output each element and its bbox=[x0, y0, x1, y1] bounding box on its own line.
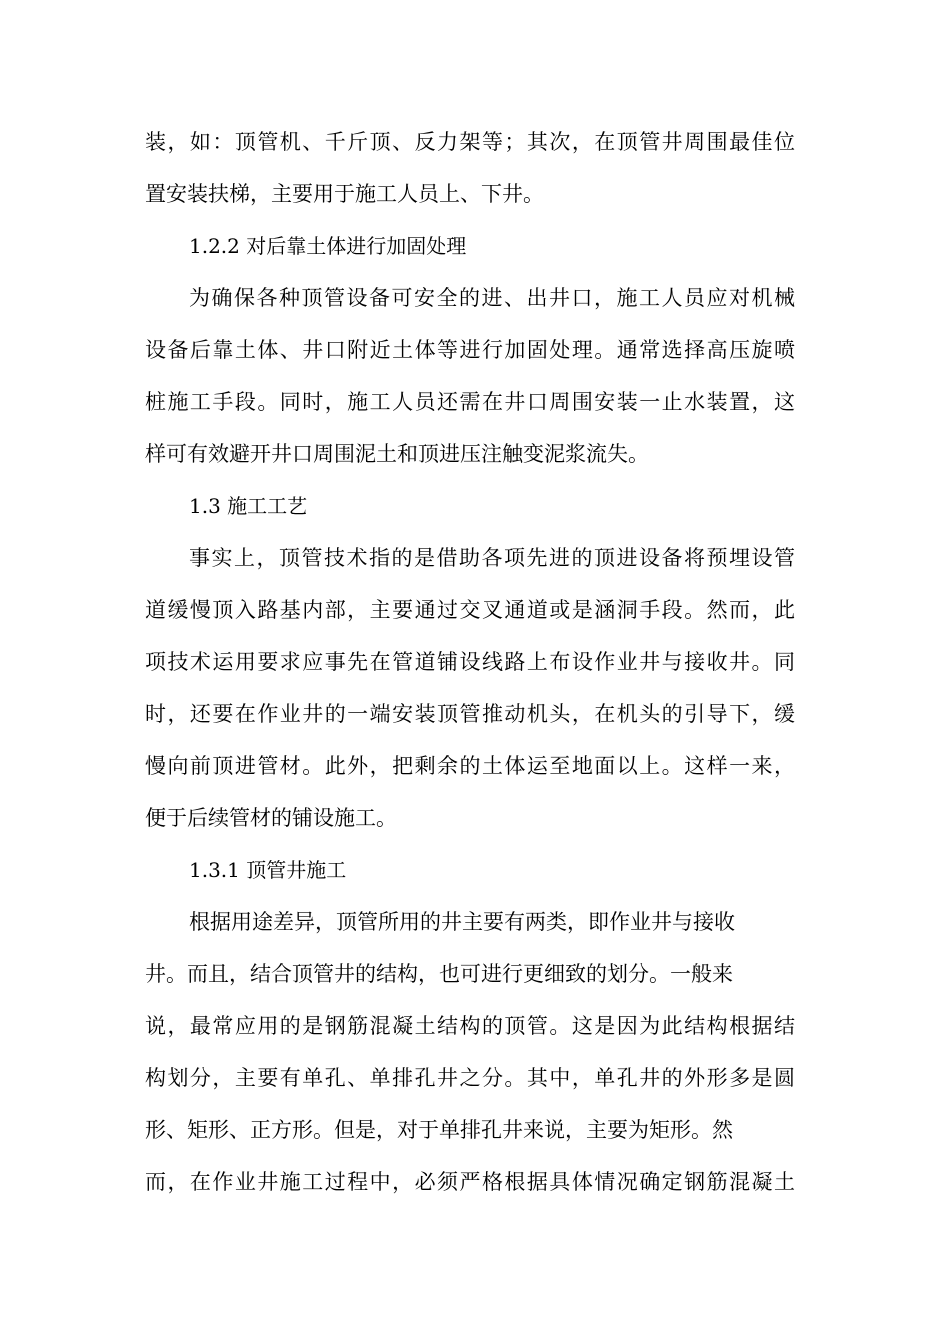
paragraph-line: 而，在作业井施工过程中，必须严格根据具体情况确定钢筋混凝土 bbox=[145, 1170, 795, 1194]
paragraph-line: 时，还要在作业井的一端安装顶管推动机头，在机头的引导下，缓 bbox=[145, 702, 795, 726]
paragraph-line: 桩施工手段。同时，施工人员还需在井口周围安装一止水装置，这 bbox=[145, 390, 795, 414]
paragraph-line: 置安装扶梯，主要用于施工人员上、下井。 bbox=[145, 182, 544, 206]
section-heading: 1.3 施工工艺 bbox=[189, 494, 308, 518]
paragraph-line: 说，最常应用的是钢筋混凝土结构的顶管。这是因为此结构根据结 bbox=[145, 1014, 795, 1038]
paragraph-line: 根据用途差异，顶管所用的井主要有两类，即作业井与接收 bbox=[189, 910, 735, 934]
paragraph-line: 构划分，主要有单孔、单排孔井之分。其中，单孔井的外形多是圆 bbox=[145, 1066, 795, 1090]
paragraph-line: 便于后续管材的铺设施工。 bbox=[145, 806, 397, 830]
paragraph-line: 慢向前顶进管材。此外，把剩余的土体运至地面以上。这样一来， bbox=[145, 754, 795, 778]
paragraph-line: 设备后靠土体、井口附近土体等进行加固处理。通常选择高压旋喷 bbox=[145, 338, 795, 362]
paragraph-line: 为确保各种顶管设备可安全的进、出井口，施工人员应对机械 bbox=[189, 286, 795, 310]
paragraph-line: 井。而且，结合顶管井的结构，也可进行更细致的划分。一般来 bbox=[145, 962, 733, 986]
paragraph-line: 形、矩形、正方形。但是，对于单排孔井来说，主要为矩形。然 bbox=[145, 1118, 733, 1142]
paragraph-line: 装，如：顶管机、千斤顶、反力架等；其次，在顶管井周围最佳位 bbox=[145, 130, 795, 154]
section-heading: 1.3.1 顶管井施工 bbox=[189, 858, 347, 882]
paragraph-line: 事实上，顶管技术指的是借助各项先进的顶进设备将预埋设管 bbox=[189, 546, 795, 570]
body-text bbox=[145, 116, 795, 1208]
paragraph-line: 项技术运用要求应事先在管道铺设线路上布设作业井与接收井。同 bbox=[145, 650, 795, 674]
paragraph-line: 道缓慢顶入路基内部，主要通过交叉通道或是涵洞手段。然而，此 bbox=[145, 598, 795, 622]
paragraph-line: 样可有效避开井口周围泥土和顶进压注触变泥浆流失。 bbox=[145, 442, 649, 466]
section-heading: 1.2.2 对后靠土体进行加固处理 bbox=[189, 234, 467, 258]
